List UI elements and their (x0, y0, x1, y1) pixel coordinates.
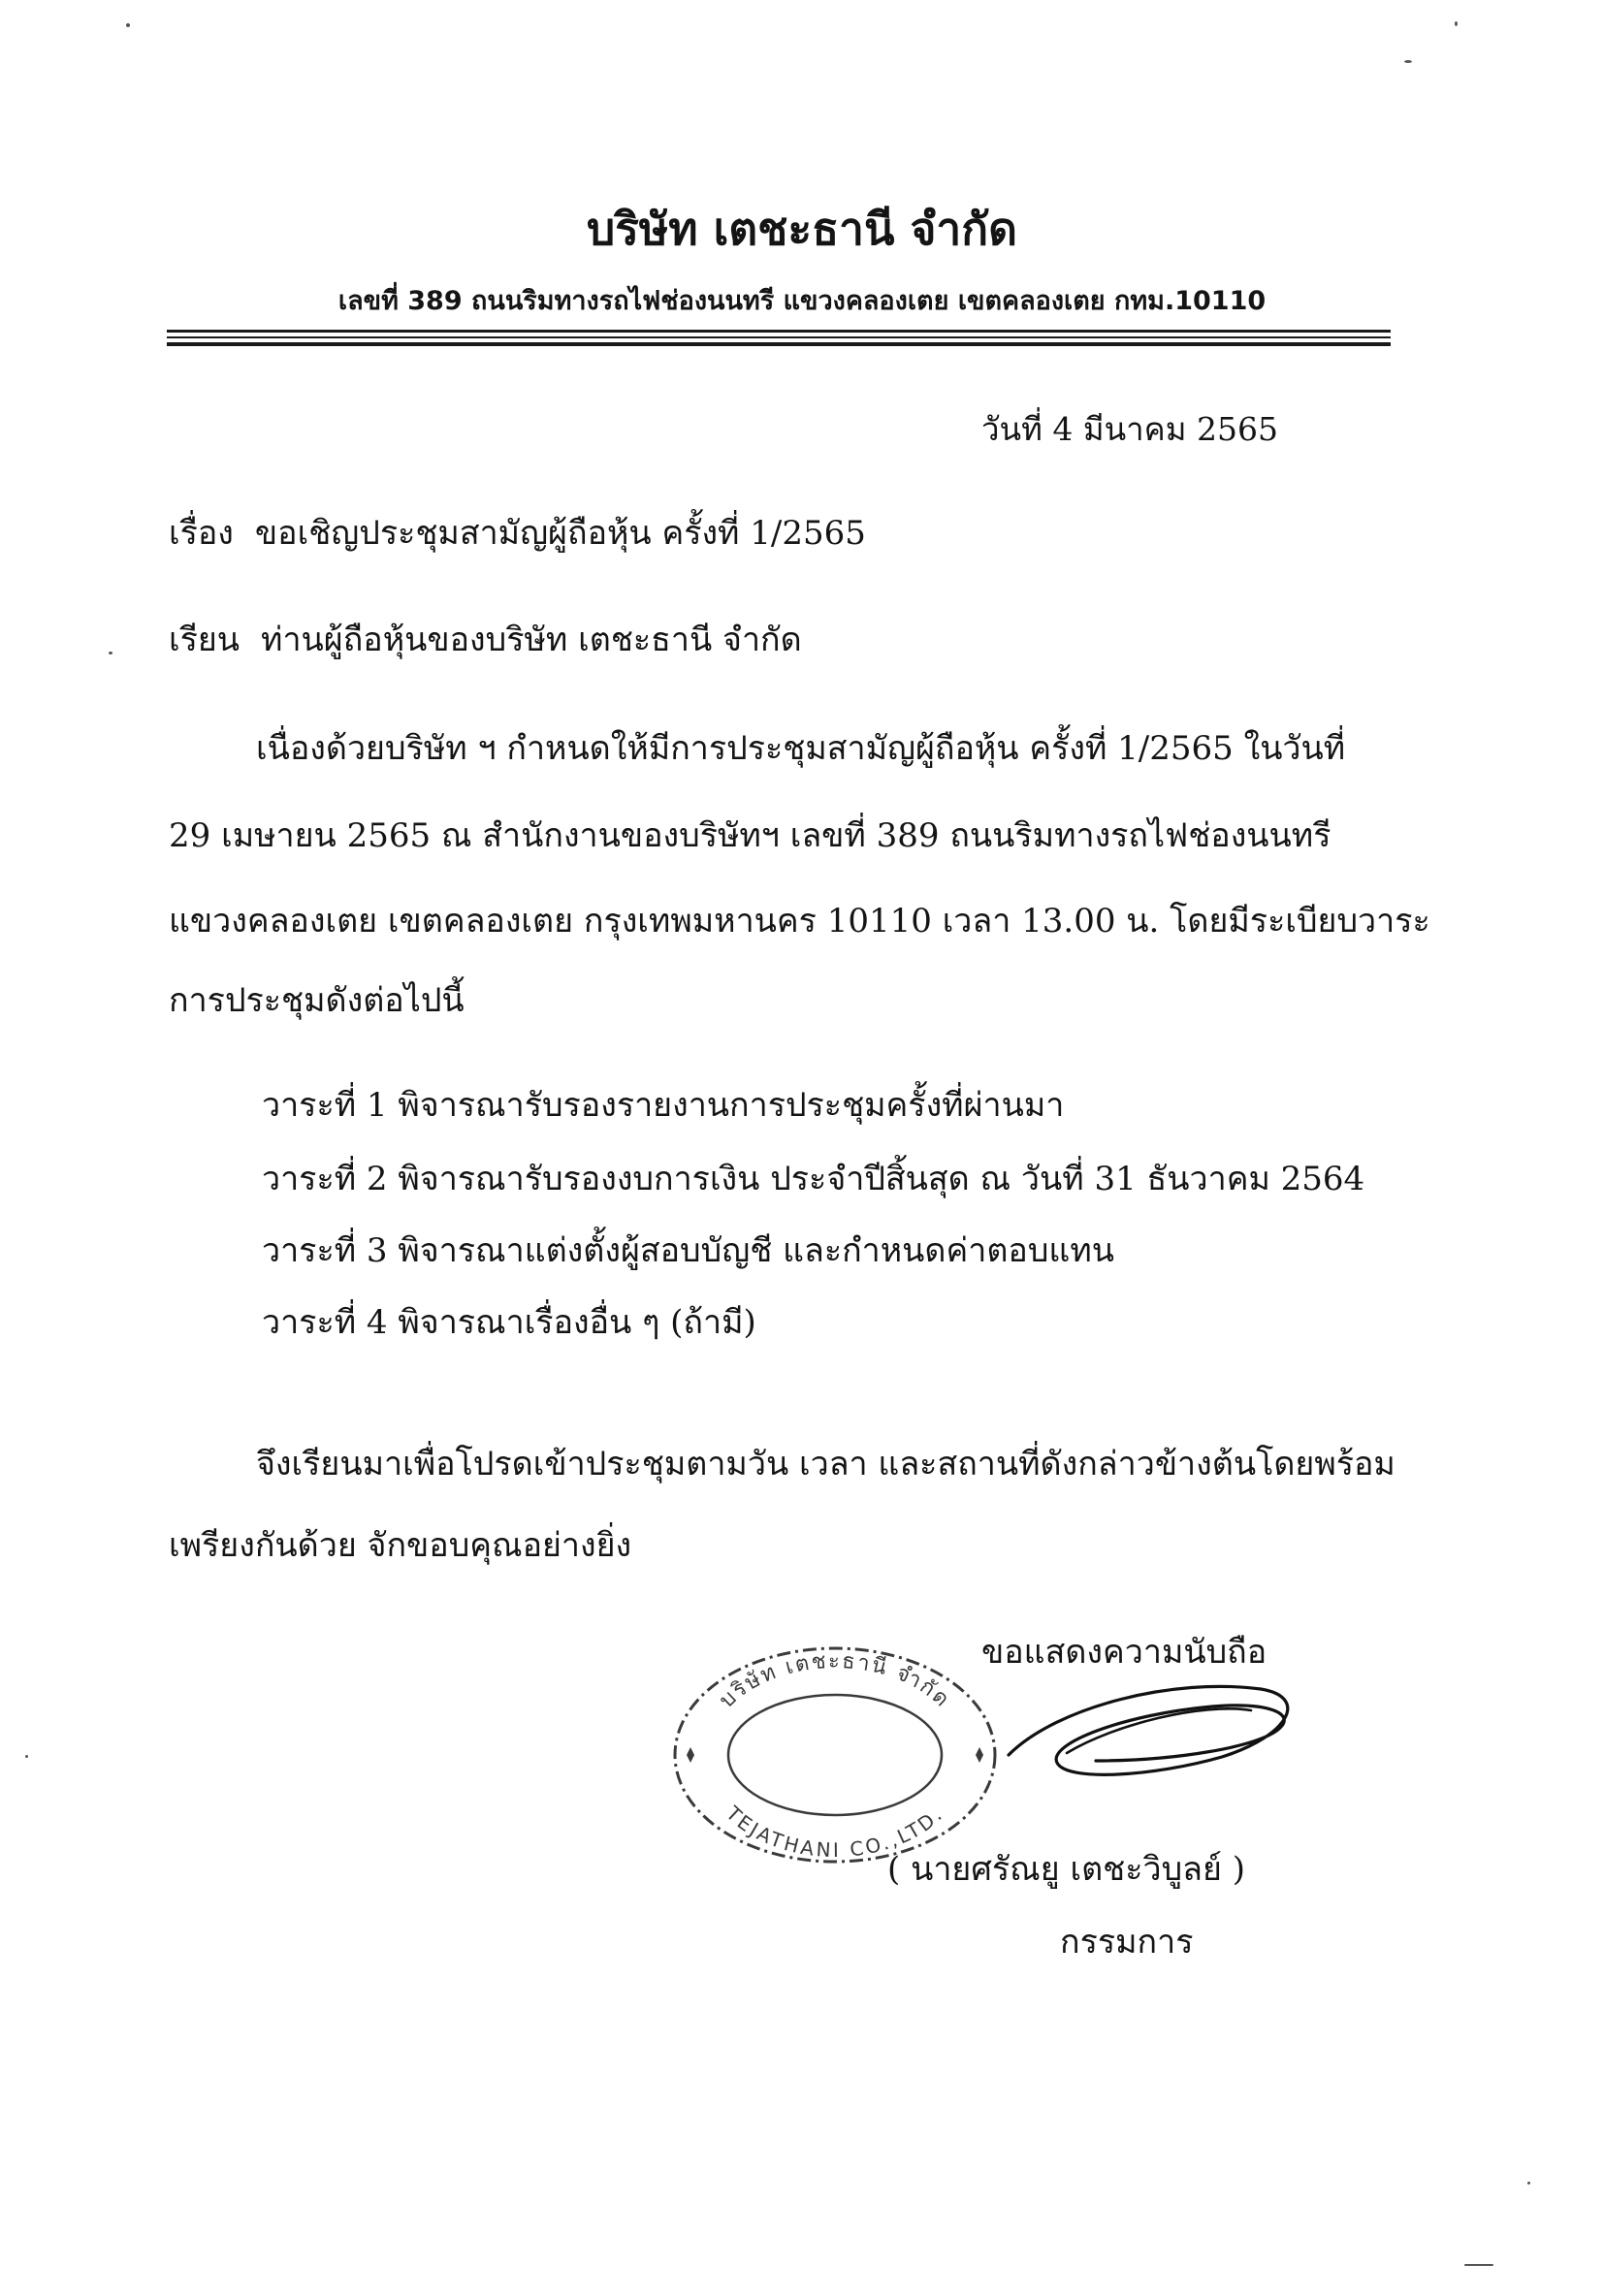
seal-bottom-text: TEJATHANI CO.,LTD. (722, 1802, 948, 1863)
scan-speck (1455, 21, 1458, 26)
company-address: เลขที่ 389 ถนนริมทางรถไฟช่องนนทรี แขวงคลองเตย เขตคลองเตย กทม.10110 (337, 286, 1267, 316)
subject-label: เรื่อง (169, 514, 234, 553)
seal-top-text: บริษัท เตชะธานี จำกัด (715, 1649, 955, 1713)
company-name: บริษัท เตชะธานี จำกัด (587, 203, 1017, 255)
signatory-title: กรรมการ (1060, 1923, 1194, 1961)
handwritten-signature (999, 1668, 1309, 1803)
seal-outer-ring (675, 1648, 995, 1862)
subject-line (169, 506, 866, 558)
signatory-name: ( นายศรัณยู เตชะวิบูลย์ ) (887, 1850, 1245, 1889)
agenda-item: วาระที่ 3 พิจารณาแต่งตั้งผู้สอบบัญชี และกำหนดค่าตอบแทน (262, 1231, 1114, 1270)
body-line: เนื่องด้วยบริษัท ฯ กำหนดให้มีการประชุมสามัญผู้ถือหุ้น ครั้งที่ 1/2565 ในวันที่ (256, 729, 1346, 768)
agenda-item: วาระที่ 4 พิจารณาเรื่องอื่น ๆ (ถ้ามี) (262, 1303, 756, 1342)
scan-speck (109, 652, 112, 654)
body-line: 29 เมษายน 2565 ณ สำนักงานของบริษัทฯ เลขที่ 389 ถนนริมทางรถไฟช่องนนทรี (169, 816, 1331, 855)
subject-text: ขอเชิญประชุมสามัญผู้ถือหุ้น ครั้งที่ 1/2565 (254, 514, 866, 553)
scan-speck (25, 1755, 28, 1758)
salutation-line (169, 613, 802, 665)
salutation-text: ท่านผู้ถือหุ้นของบริษัท เตชะธานี จำกัด (261, 621, 802, 659)
letterhead-rule-top (167, 330, 1391, 333)
letterhead-rule-bottom (167, 342, 1391, 346)
letter-date: วันที่ 4 มีนาคม 2565 (981, 410, 1278, 448)
closing-line: จึงเรียนมาเพื่อโปรดเข้าประชุมตามวัน เวลา และสถานที่ดังกล่าวข้างต้นโดยพร้อม (256, 1445, 1395, 1483)
sign-off: ขอแสดงความนับถือ (981, 1633, 1267, 1672)
scan-speck (1464, 2264, 1493, 2266)
body-line: แขวงคลองเตย เขตคลองเตย กรุงเทพมหานคร 10110 เวลา 13.00 น. โดยมีระเบียบวาระ (169, 902, 1430, 941)
agenda-item: วาระที่ 2 พิจารณารับรองงบการเงิน ประจำปีสิ้นสุด ณ วันที่ 31 ธันวาคม 2564 (262, 1160, 1365, 1198)
scan-speck (126, 23, 130, 27)
body-line: การประชุมดังต่อไปนี้ (169, 981, 465, 1020)
closing-line: เพรียงกันด้วย จักขอบคุณอย่างยิ่ง (169, 1526, 632, 1565)
salutation-label: เรียน (169, 621, 241, 659)
scan-speck (1404, 60, 1412, 63)
company-seal (665, 1639, 1005, 1871)
agenda-item: วาระที่ 1 พิจารณารับรองรายงานการประชุมครั้งที่ผ่านมา (262, 1086, 1065, 1125)
scan-speck (1527, 2182, 1530, 2184)
seal-star-icon (687, 1747, 983, 1763)
seal-inner-ring (728, 1695, 942, 1815)
letterhead-rule-middle (167, 336, 1391, 338)
